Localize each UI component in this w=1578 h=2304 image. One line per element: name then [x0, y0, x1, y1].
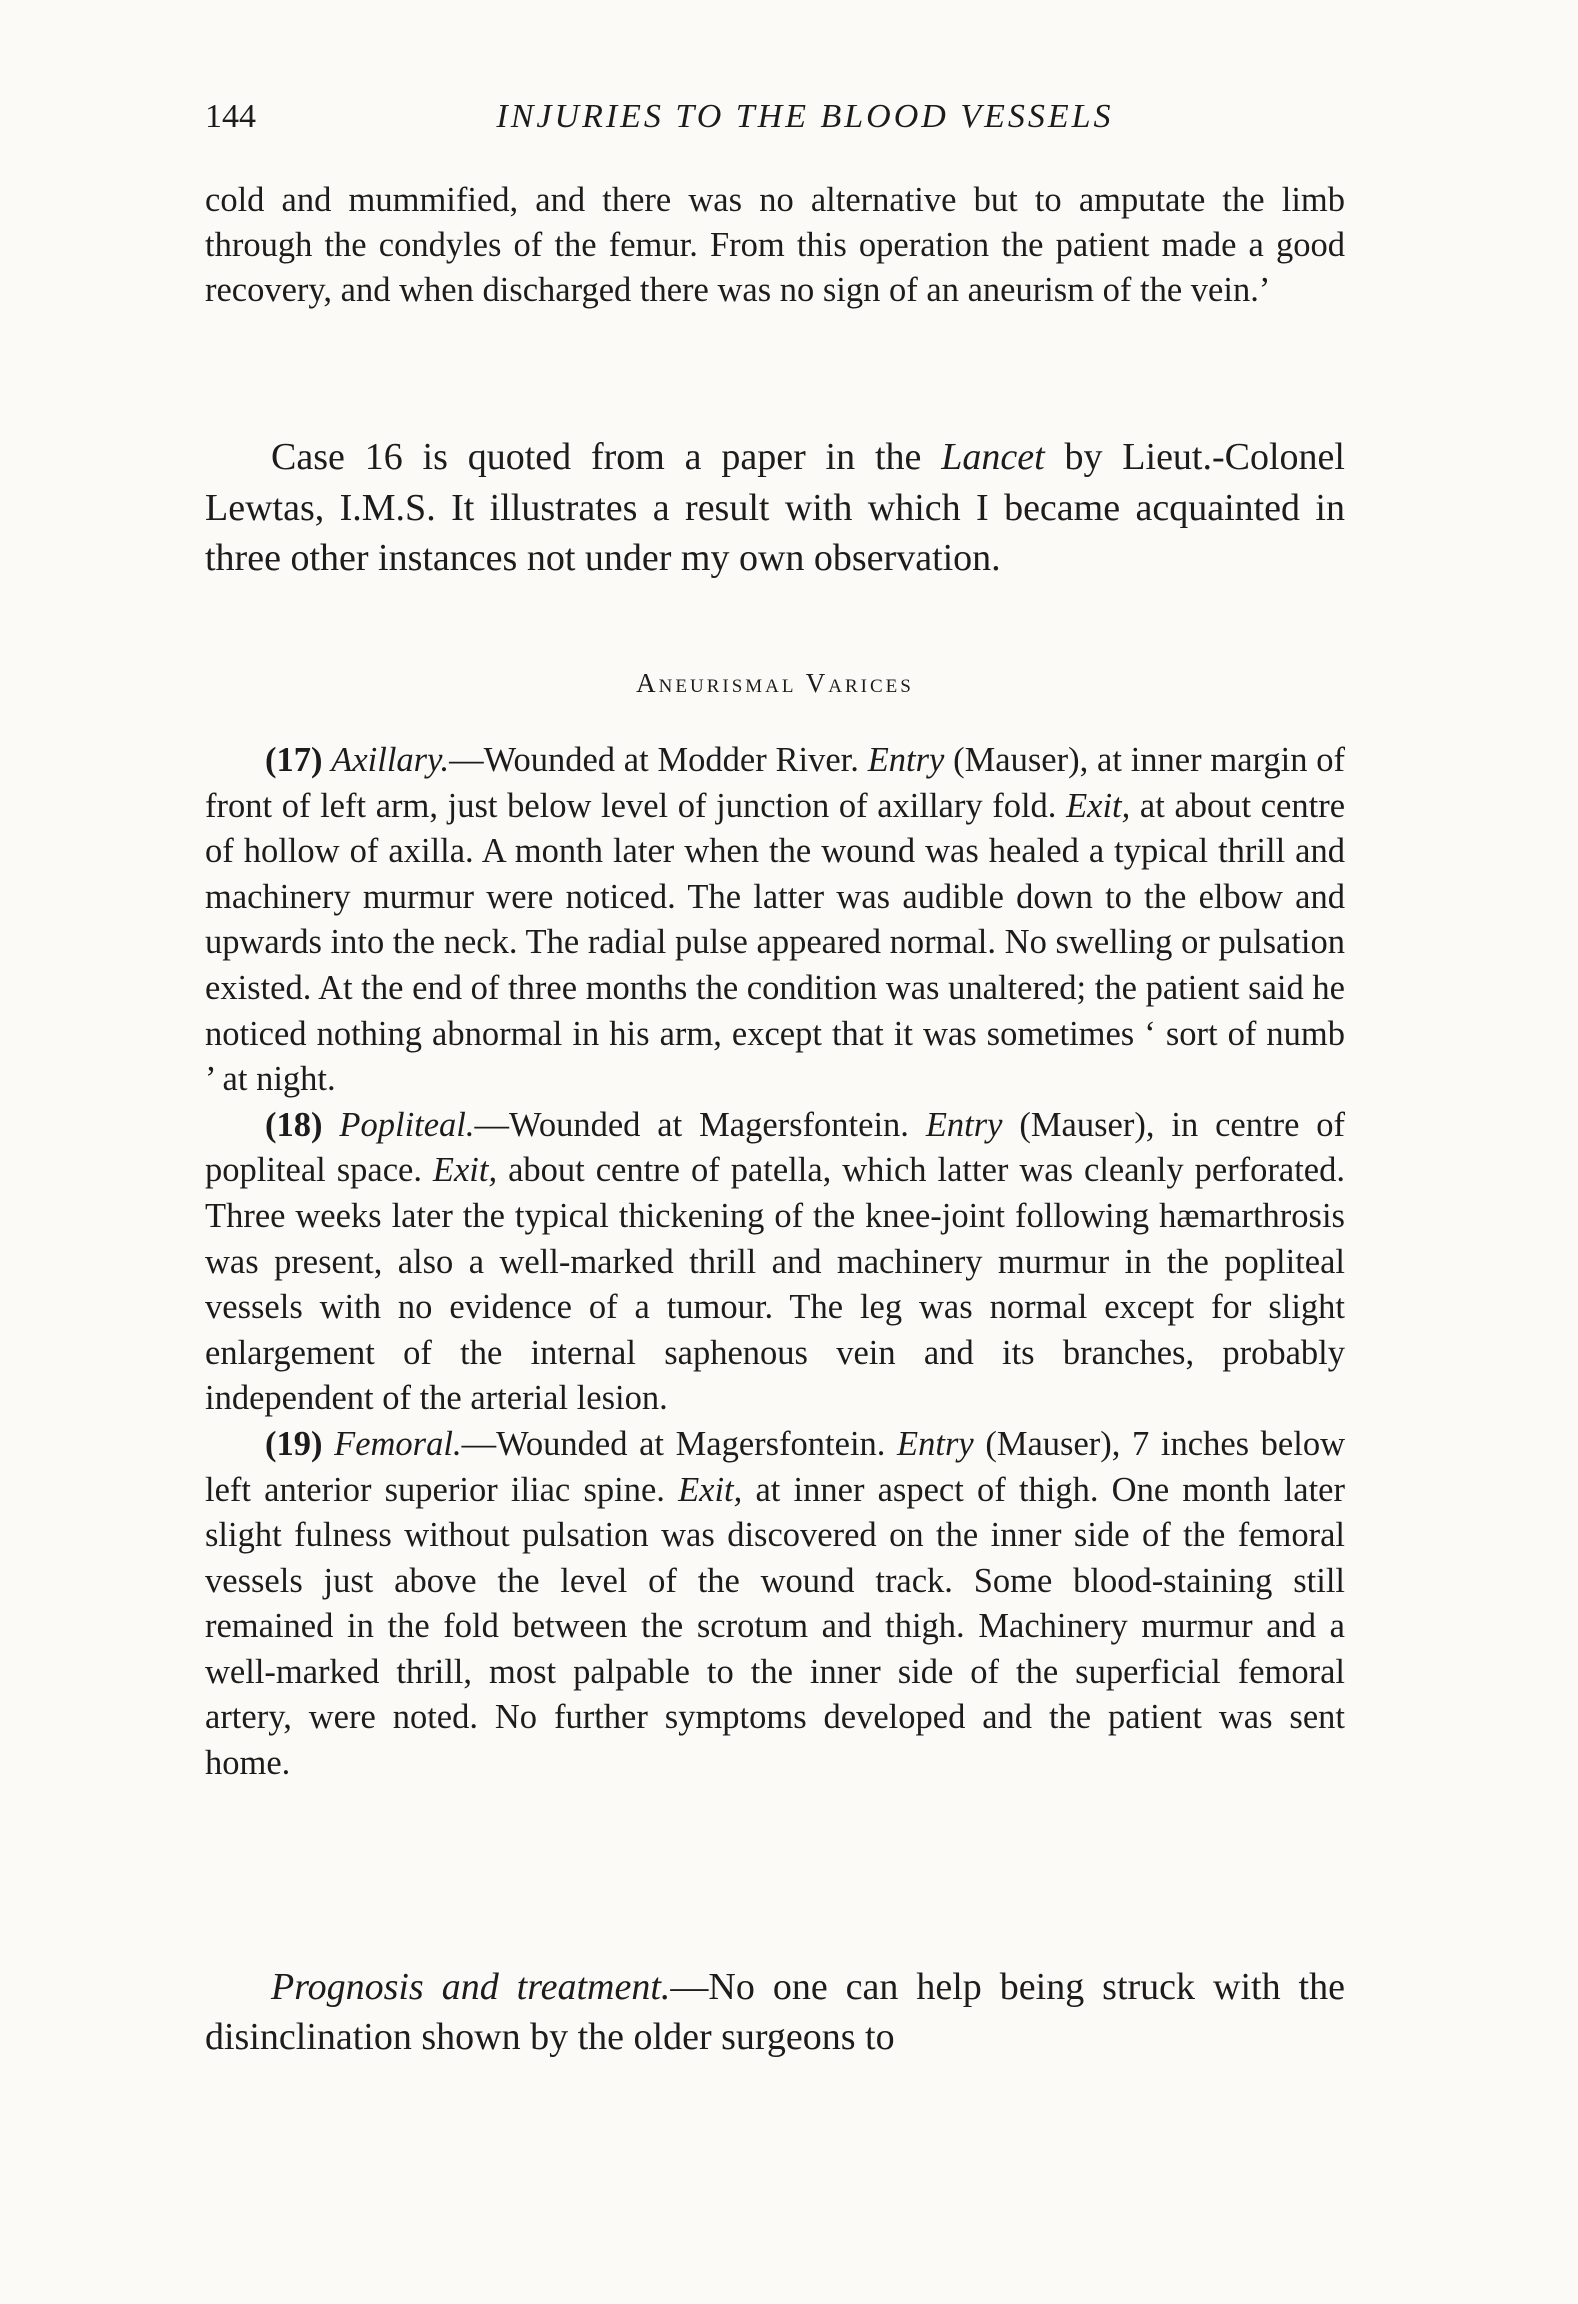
- case-paragraph-19: [205, 1422, 1345, 1787]
- case-text: —Wounded at Modder River.: [449, 741, 868, 779]
- case-number: (17): [265, 741, 323, 779]
- case-number: (18): [265, 1105, 323, 1144]
- running-title: INJURIES TO THE BLOOD VESSELS: [496, 98, 1114, 135]
- prognosis-lead: Prognosis and treatment.: [271, 1966, 671, 2008]
- case-text: at inner aspect of thigh. One month later slight fulness without pulsation was discovered on the inner side of the femoral vessels just above the level of the wound track. Some blood-staining still remained in the fold between the scrotum and thigh. Machinery murmur and a well-marked thrill, most palpable to the inner side of the superficial femoral artery, were noted. No further symptoms developed and the patient was sent home.: [205, 1470, 1345, 1783]
- case16-text-before: Case 16 is quoted from a paper in the: [271, 436, 942, 478]
- case-text: (Mauser), 7 inches below left anterior superior iliac spine.: [205, 1424, 1345, 1509]
- prognosis-text: —No one can help being struck with the disinclination shown by the older surgeons to: [205, 1966, 1345, 2058]
- page-header: [205, 98, 1345, 148]
- case16-block: [205, 432, 1345, 584]
- case-text: (Mauser), at inner margin of front of left arm, just below level of junction of axillary fold.: [205, 741, 1346, 825]
- prognosis-block: [205, 1962, 1345, 2062]
- case-site: Axillary.: [331, 741, 450, 779]
- page-number: 144: [205, 98, 256, 135]
- case-number: (19): [265, 1424, 323, 1463]
- case-site: Popliteal.: [339, 1105, 475, 1144]
- continuation-block: [205, 178, 1345, 313]
- entry-label: Entry: [897, 1424, 974, 1463]
- case-text: at about centre of hollow of axilla. A month later when the wound was healed a typical thrill and machinery murmur were noticed. The latter was audible down to the elbow and upwards into the neck. The radial pulse appeared normal. No swelling or pulsation existed. At the end of three months the condition was unaltered; the patient said he noticed nothing abnormal in his arm, except that it was sometimes ‘ sort of numb ’ at night.: [205, 786, 1346, 1099]
- case-site: Femoral.: [334, 1424, 462, 1463]
- section-heading: Aneurismal Varices: [636, 668, 914, 698]
- exit-label: Exit,: [678, 1470, 743, 1509]
- entry-label: Entry: [867, 741, 945, 779]
- cases-block: [205, 738, 1345, 1787]
- exit-label: Exit,: [1066, 786, 1131, 825]
- case-text: —Wounded at Magersfontein.: [461, 1424, 898, 1463]
- journal-title: Lancet: [941, 436, 1045, 478]
- case-text: (Mauser), in centre of popliteal space.: [205, 1105, 1346, 1190]
- case-text: —Wounded at Magersfontein.: [474, 1105, 926, 1144]
- case16-text-after: by Lieut.-Colonel Lewtas, I.M.S. It illustrates a result with which I became acquainted in three other instances not under my own observation.: [205, 436, 1345, 579]
- case-paragraph-17: [205, 738, 1345, 1103]
- continuation-paragraph: cold and mummified, and there was no alternative but to amputate the limb through the condyles of the femur. From this operation the patient made a good recovery, and when discharged there was no sign of an aneurism of the vein.’: [205, 181, 1345, 309]
- case-paragraph-18: [205, 1103, 1345, 1422]
- exit-label: Exit,: [432, 1151, 498, 1190]
- entry-label: Entry: [925, 1105, 1003, 1144]
- case16-paragraph: [205, 432, 1345, 584]
- prognosis-paragraph: [205, 1962, 1345, 2062]
- case-text: about centre of patella, which latter was cleanly perforated. Three weeks later the typical thickening of the knee-joint following hæmarthrosis was present, also a well-marked thrill and machinery murmur in the popliteal vessels with no evidence of a tumour. The leg was normal except for slight enlargement of the internal saphenous vein and its branches, probably independent of the arterial lesion.: [205, 1151, 1345, 1418]
